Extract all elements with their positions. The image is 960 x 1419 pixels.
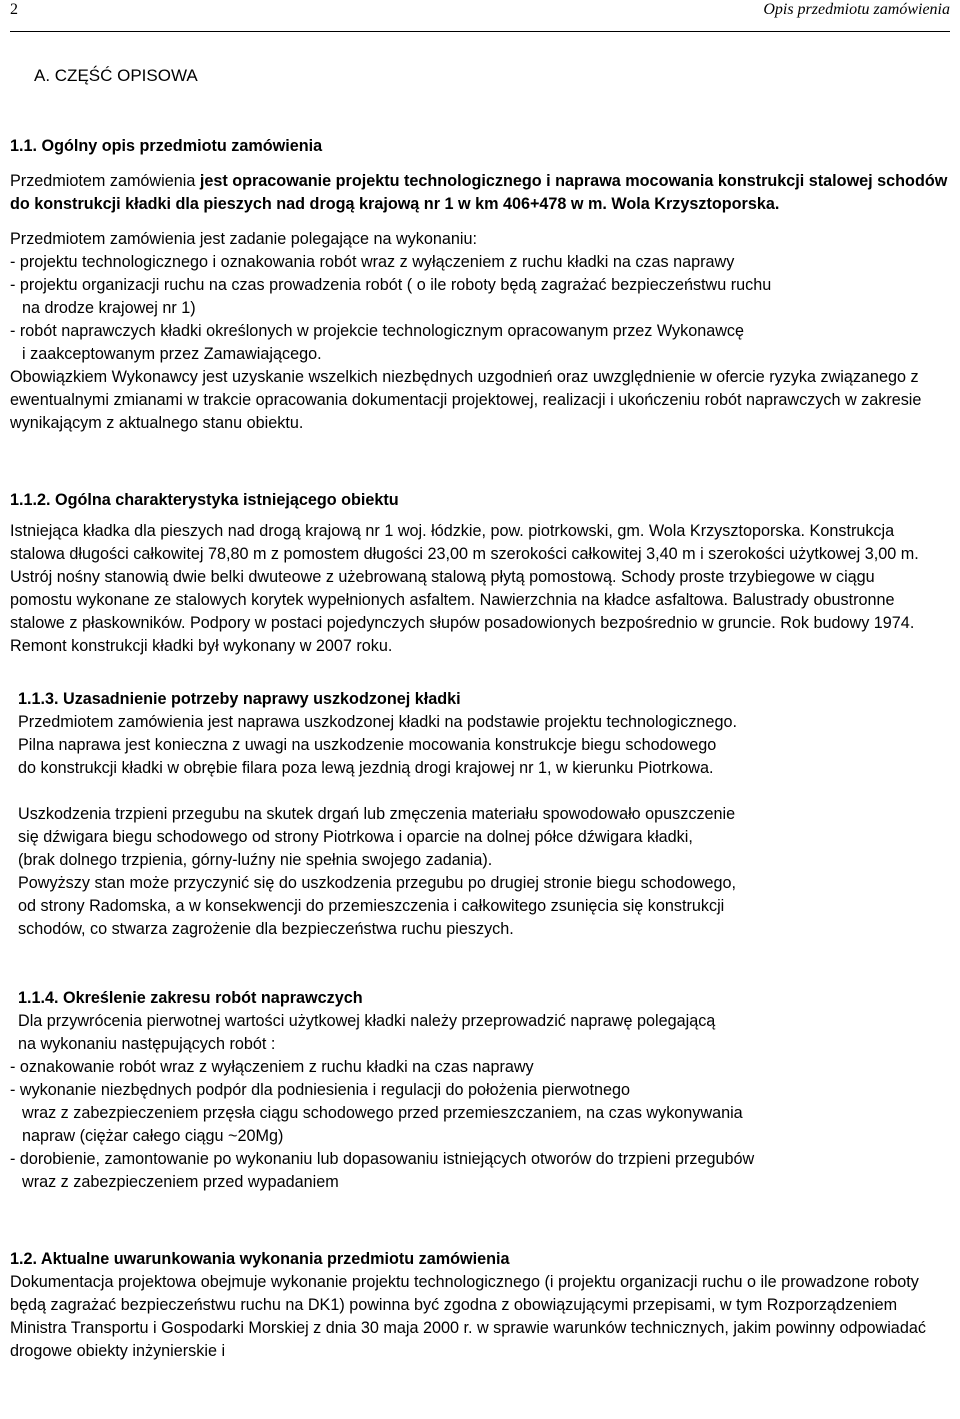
- text-line: do konstrukcji kładki w obrębie filara poza lewą jezdnią drogi krajowej nr 1, w kierunku Piotrkowa.: [18, 759, 714, 777]
- text-line: Dla przywrócenia pierwotnej wartości użytkowej kładki należy przeprowadzić naprawę polegającą: [18, 1012, 716, 1030]
- section-1-1: [10, 135, 955, 435]
- text-line: Powyższy stan może przyczynić się do uszkodzenia przegubu po drugiej stronie biegu schodowego,: [18, 874, 737, 892]
- intro-paragraph: [10, 170, 955, 216]
- page-number: 2: [10, 1, 18, 18]
- section-1-1-4: [10, 987, 955, 1194]
- section-heading: 1.1.2. Ogólna charakterystyka istniejącego obiektu: [10, 491, 399, 509]
- list-item: - dorobienie, zamontowanie po wykonaniu lub dopasowaniu istniejących otworów do trzpieni przegubów: [10, 1150, 755, 1168]
- list-item: wraz z zabezpieczeniem przęsła ciągu schodowego przed przemieszczaniem, na czas wykonywania: [22, 1104, 743, 1122]
- text-line: (brak dolnego trzpienia, górny-luźny nie spełnia swojego zadania).: [18, 851, 493, 869]
- part-heading: A. CZĘŚĆ OPISOWA: [34, 66, 198, 85]
- section-heading: 1.1.4. Określenie zakresu robót naprawczych: [18, 989, 363, 1007]
- text-line: Pilna naprawa jest konieczna z uwagi na uszkodzenie mocowania konstrukcje biegu schodowego: [18, 736, 717, 754]
- intro-lead: Przedmiotem zamówienia: [10, 172, 200, 190]
- list-item: - oznakowanie robót wraz z wyłączeniem z ruchu kładki na czas naprawy: [10, 1058, 534, 1076]
- text-line: Uszkodzenia trzpieni przegubu na skutek drgań lub zmęczenia materiału spowodowało opuszczenie: [18, 805, 736, 823]
- list-item: - wykonanie niezbędnych podpór dla podniesienia i regulacji do położenia pierwotnego: [10, 1081, 631, 1099]
- document-body: [10, 64, 955, 1363]
- obligation-paragraph: Obowiązkiem Wykonawcy jest uzyskanie wszelkich niezbędnych uzgodnień oraz uwzględnienie w ofercie ryzyka związanego z ewentualnymi zmianami w trakcie opracowania dokumentacji projektowej, realizacji i ukończeniu robót naprawczych w zakresie wynikającym z aktualnego stanu obiektu.: [10, 368, 922, 432]
- scope-intro: Przedmiotem zamówienia jest zadanie polegające na wykonaniu:: [10, 230, 478, 248]
- intro-bold: jest opracowanie projektu technologicznego i naprawa mocowania konstrukcji stalowej schodów do konstrukcji kładki dla pieszych nad drogą krajową nr 1 w km 406+478 w m. Wola Krzysztoporska.: [10, 172, 948, 213]
- running-title: Opis przedmiotu zamówienia: [763, 1, 950, 18]
- list-item: - projektu organizacji ruchu na czas prowadzenia robót ( o ile roboty będą zagrażać bezpieczeństwu ruchu: [10, 276, 772, 294]
- section-heading: 1.2. Aktualne uwarunkowania wykonania przedmiotu zamówienia: [10, 1250, 510, 1268]
- text-line: na wykonaniu następujących robót :: [18, 1035, 276, 1053]
- text-line: się dźwigara biegu schodowego od strony Piotrkowa i oparcie na dolnej półce dźwigara kładki,: [18, 828, 693, 846]
- text-line: od strony Radomska, a w konsekwencji do przemieszczenia i całkowitego zsunięcia się konstrukcji: [18, 897, 725, 915]
- page-header: [10, 0, 950, 32]
- list-item: wraz z zabezpieczeniem przed wypadaniem: [22, 1173, 339, 1191]
- list-item: i zaakceptowanym przez Zamawiającego.: [22, 345, 322, 363]
- conditions-paragraph: Dokumentacja projektowa obejmuje wykonanie projektu technologicznego (i projektu organizacji ruchu o ile prowadzone roboty będą zagrażać bezpieczeństwu ruchu na DK1) powinna być zgodna z obowiązującymi przepisami, w tym Rozporządzeniem Ministra Transportu i Gospodarki Morskiej z dnia 30 maja 2000 r. w sprawie warunków technicznych, jakim powinny odpowiadać drogowe obiekty inżynierskie i: [10, 1273, 926, 1360]
- section-1-2: [10, 1248, 955, 1363]
- section-heading: 1.1. Ogólny opis przedmiotu zamówienia: [10, 137, 323, 155]
- object-description: Istniejąca kładka dla pieszych nad drogą krajową nr 1 woj. łódzkie, pow. piotrkowski, gm. Wola Krzysztoporska. Konstrukcja stalowa długości całkowitej 78,80 m z pomostem długości 23,00 m szerokości całkowitej 3,40 m i szerokości użytkowej 3,00 m. Ustrój nośny stanowią dwie belki dwuteowe z użebrowaną stalową płytą pomostową. Schody proste trzybiegowe w ciągu pomostu wykonane ze stalowych korytek wypełnionych asfaltem. Nawierzchnia na kładce asfaltowa. Balustrady obustronne stalowe z płaskowników. Podpory w postaci pojedynczych słupów posadowionych bezpośrednio w gruncie. Rok budowy 1974. Remont konstrukcji kładki był wykonany w 2007 roku.: [10, 522, 919, 655]
- list-item: - projektu technologicznego i oznakowania robót wraz z wyłączeniem z ruchu kładki na czas naprawy: [10, 253, 735, 271]
- section-1-1-3: [10, 688, 955, 941]
- section-1-1-2: [10, 489, 955, 658]
- list-item: - robót naprawczych kładki określonych w projekcie technologicznym opracowanym przez Wykonawcę: [10, 322, 745, 340]
- list-item: napraw (ciężar całego ciągu ~20Mg): [22, 1127, 284, 1145]
- text-line: Przedmiotem zamówienia jest naprawa uszkodzonej kładki na podstawie projektu technologicznego.: [18, 713, 737, 731]
- list-item: na drodze krajowej nr 1): [22, 299, 196, 317]
- section-heading: 1.1.3. Uzasadnienie potrzeby naprawy uszkodzonej kładki: [18, 690, 461, 708]
- text-line: schodów, co stwarza zagrożenie dla bezpieczeństwa ruchu pieszych.: [18, 920, 514, 938]
